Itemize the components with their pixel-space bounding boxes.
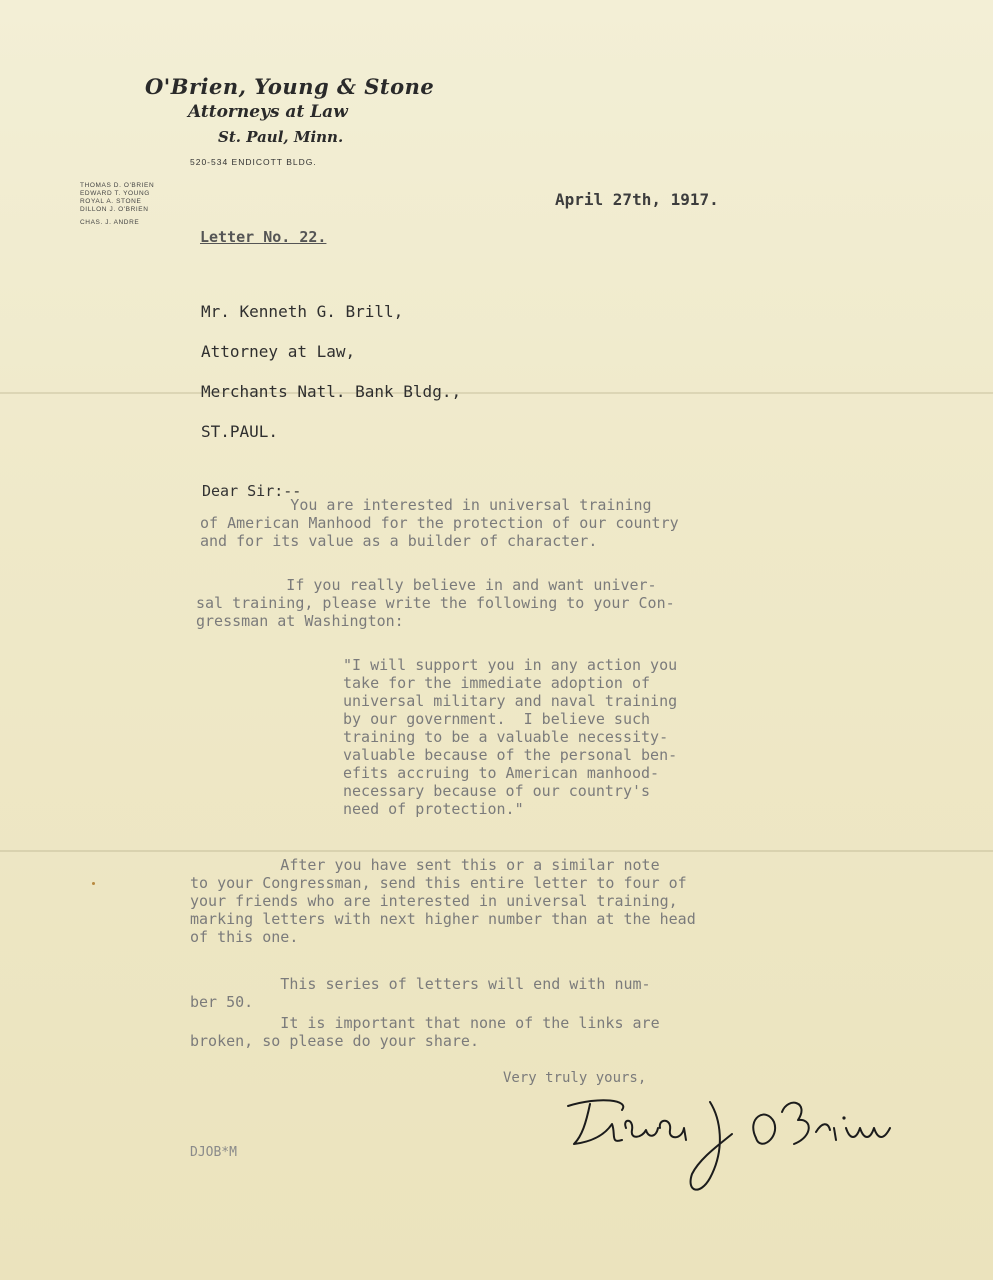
- partner-name: EDWARD T. YOUNG: [80, 190, 150, 197]
- reference-initials: DJOB*M: [190, 1145, 237, 1160]
- letter-date: April 27th, 1917.: [555, 190, 719, 209]
- letterhead-firm-subtitle: Attorneys at Law: [188, 102, 348, 122]
- letter-number: Letter No. 22.: [200, 228, 327, 246]
- letterhead-partners: [80, 182, 154, 227]
- salutation: Dear Sir:--: [202, 482, 302, 500]
- letterhead-address: 520-534 ENDICOTT BLDG.: [190, 157, 317, 167]
- body-paragraph: You are interested in universal training of American Manhood for the protection of our country and for its value as a builder of character.: [200, 496, 679, 550]
- recipient-line: Merchants Natl. Bank Bldg.,: [201, 382, 462, 401]
- fold-line: [0, 850, 993, 852]
- recipient-line: Attorney at Law,: [201, 342, 356, 361]
- partner-name: DILLON J. O'BRIEN: [80, 206, 149, 213]
- paper-speck: [92, 882, 95, 885]
- body-paragraph: After you have sent this or a similar note to your Congressman, send this entire letter to four of your friends who are interested in universal training, marking letters with next higher number than at the head of this one.: [190, 856, 696, 946]
- handwritten-signature: [560, 1088, 940, 1208]
- body-paragraph: It is important that none of the links are broken, so please do your share.: [190, 1014, 660, 1050]
- quoted-paragraph: "I will support you in any action you take for the immediate adoption of universal military and naval training by our government. I believe such training to be a valuable necessity- valuable because of the personal ben- efits accruing to American manhood- necessary because of our country's need of protection.": [343, 656, 678, 818]
- body-paragraph: If you really believe in and want univer- sal training, please write the following to your Con- gressman at Washington:: [196, 576, 675, 630]
- partner-name: ROYAL A. STONE: [80, 198, 142, 205]
- letterhead-firm-name: O'Brien, Young & Stone: [145, 74, 435, 99]
- associate-name: CHAS. J. ANDRE: [80, 219, 140, 226]
- closing: Very truly yours,: [503, 1070, 647, 1086]
- recipient-line: ST.PAUL.: [201, 422, 279, 441]
- body-paragraph: This series of letters will end with num- ber 50.: [190, 975, 651, 1011]
- fold-line: [0, 392, 993, 394]
- letterhead-firm-city: St. Paul, Minn.: [218, 128, 344, 146]
- recipient-line: Mr. Kenneth G. Brill,: [201, 302, 404, 321]
- partner-name: THOMAS D. O'BRIEN: [80, 182, 155, 189]
